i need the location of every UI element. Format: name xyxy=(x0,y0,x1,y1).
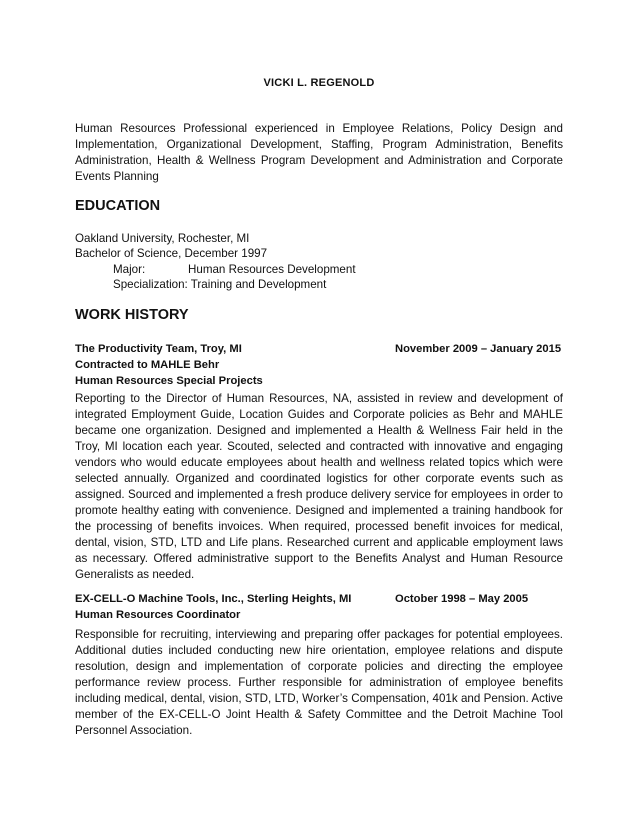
job-role: Human Resources Special Projects xyxy=(75,375,263,387)
job-description: Responsible for recruiting, interviewing and preparing offer packages for potential employees. Additional duties included conducting new hire orientation, employee relations and dispute resolution, design and implementation of corporate policies and directing the employee performance review process. Further responsible for administration of employee benefits including medical, dental, vision, STD, LTD, Worker’s Compensation, 401k and Pension. Active member of the EX-CELL-O Joint Health & Safety Committee and the Detroit Machine Tool Personnel Association. xyxy=(75,628,563,737)
education-school: Oakland University, Rochester, MI xyxy=(75,232,250,245)
job-employer: EX-CELL-O Machine Tools, Inc., Sterling Heights, MI xyxy=(75,593,352,605)
job-employer: The Productivity Team, Troy, MI xyxy=(75,343,242,355)
specialization-value: Training and Development xyxy=(190,278,327,291)
major-label: Major: xyxy=(113,263,146,276)
education-degree: Bachelor of Science, December 1997 xyxy=(75,247,268,260)
education-major xyxy=(113,262,356,278)
education-heading: EDUCATION xyxy=(75,198,161,214)
candidate-name: VICKI L. REGENOLD xyxy=(263,77,375,89)
major-value: Human Resources Development xyxy=(188,263,356,276)
education-specialization xyxy=(113,277,326,293)
job-role: Human Resources Coordinator xyxy=(75,609,241,621)
professional-summary: Human Resources Professional experienced in Employee Relations, Policy Design and Implementation, Organizational Development, Staffing, Program Administration, Benefits Administration, Health & Wellness Program Development and Administration and Corporate Events Planning xyxy=(75,122,563,183)
job-subtitle: Contracted to MAHLE Behr xyxy=(75,359,220,371)
job-dates: November 2009 – January 2015 xyxy=(395,343,562,355)
specialization-label: Specialization: xyxy=(113,278,188,291)
job-dates: October 1998 – May 2005 xyxy=(395,593,529,605)
work-history-heading: WORK HISTORY xyxy=(75,307,189,323)
job-description: Reporting to the Director of Human Resources, NA, assisted in review and development of integrated Employment Guide, Location Guides and Corporate policies as Behr and MAHLE became one organization. Designed and implemented a Health & Wellness Fair held in the Troy, MI location each year. Scouted, selected and contracted with innovative and engaging vendors who would educate employees about health and wellness related topics which were selected annually. Organized and coordinated logistics for other corporate events such as assigned. Sourced and implemented a fresh produce delivery service for employees in order to promote healthy eating with convenience. Designed and implemented a training handbook for the processing of benefits invoices. When required, processed benefit invoices for medical, dental, vision, STD, LTD and Life plans. Researched current and applicable employment laws as necessary. Offered administrative support to the Benefits Analyst and Human Resource Generalists as needed. xyxy=(75,392,563,581)
